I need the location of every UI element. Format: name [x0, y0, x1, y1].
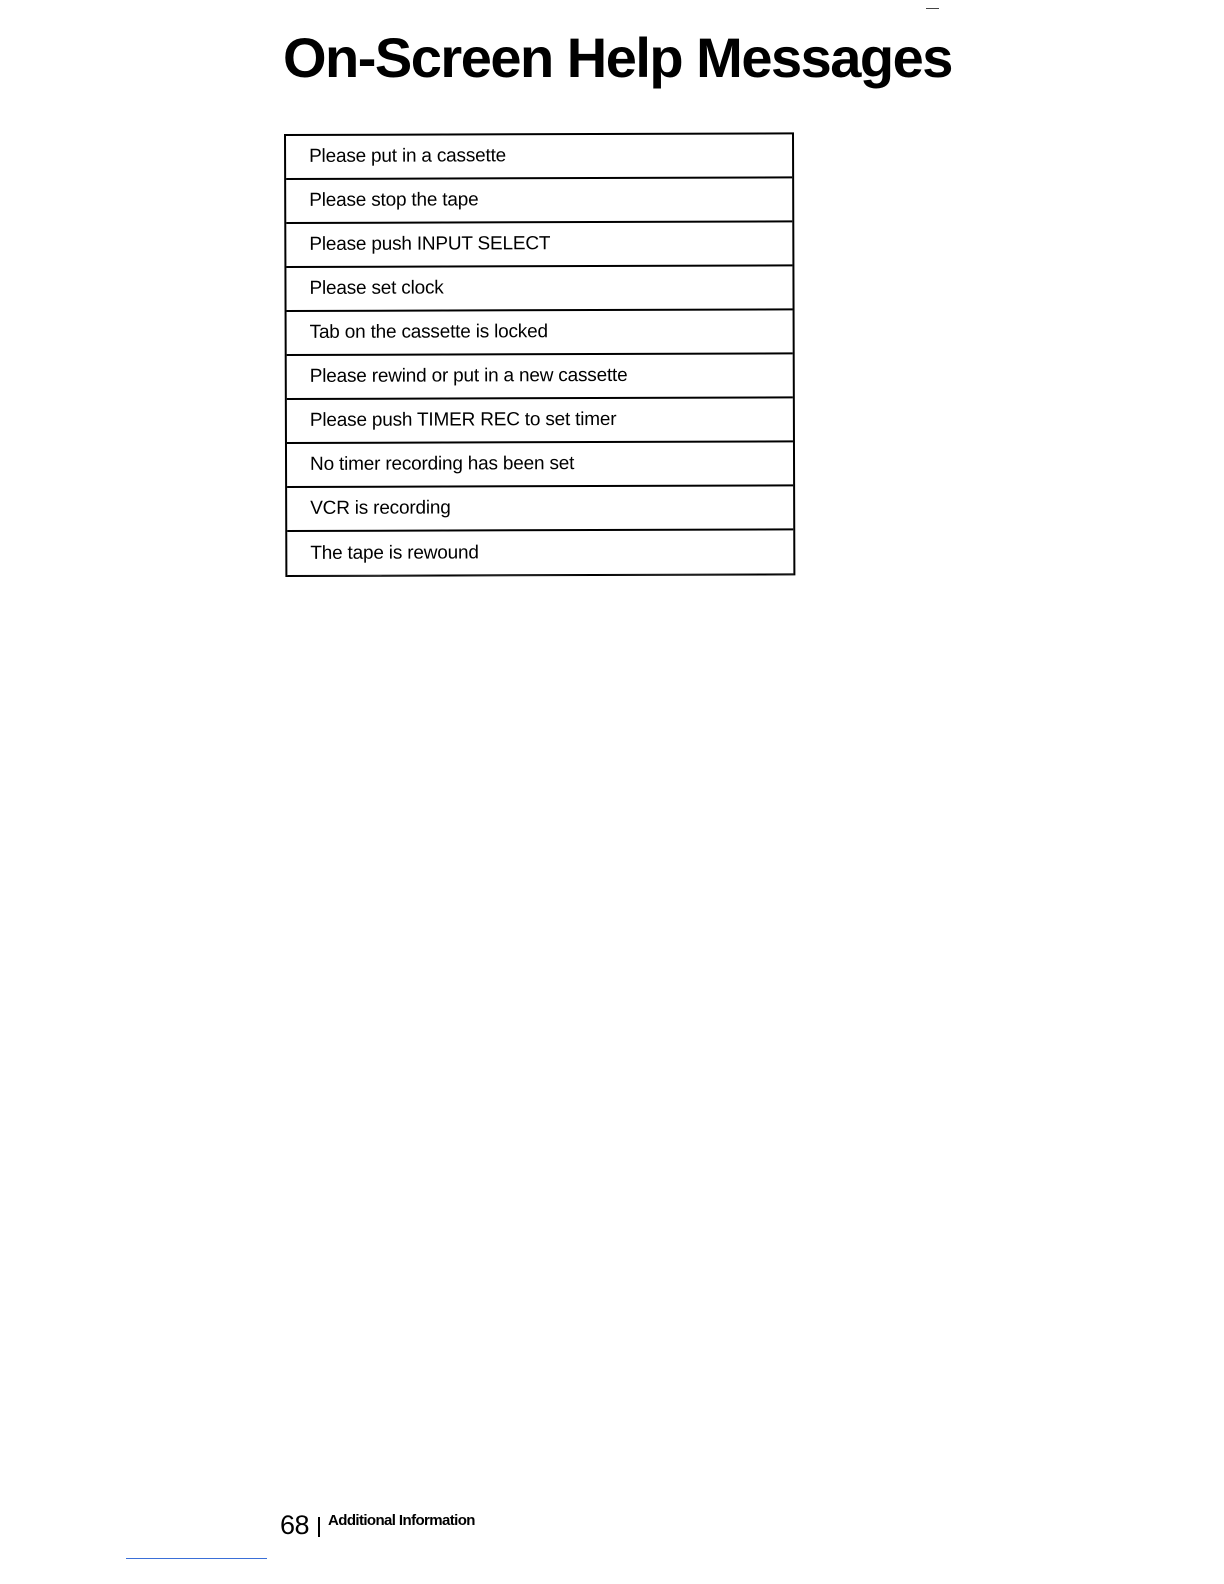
- message-row: Please set clock: [286, 266, 792, 312]
- page-number: 68: [280, 1510, 310, 1540]
- message-row: Tab on the cassette is locked: [287, 310, 793, 356]
- top-margin-mark: [926, 8, 939, 9]
- section-label: Additional Information: [328, 1512, 475, 1529]
- message-row: VCR is recording: [287, 486, 793, 532]
- message-row: Please stop the tape: [286, 178, 792, 224]
- message-row: The tape is rewound: [287, 530, 793, 576]
- help-messages-table: [284, 132, 795, 577]
- message-row: No timer recording has been set: [287, 442, 793, 488]
- bottom-rule: [126, 1558, 267, 1559]
- page-footer: [280, 1512, 475, 1539]
- message-row: Please put in a cassette: [286, 134, 792, 180]
- footer-separator: [318, 1517, 320, 1537]
- page-title: On-Screen Help Messages: [283, 26, 952, 89]
- message-row: Please push INPUT SELECT: [286, 222, 792, 268]
- message-row: Please rewind or put in a new cassette: [287, 354, 793, 400]
- message-row: Please push TIMER REC to set timer: [287, 398, 793, 444]
